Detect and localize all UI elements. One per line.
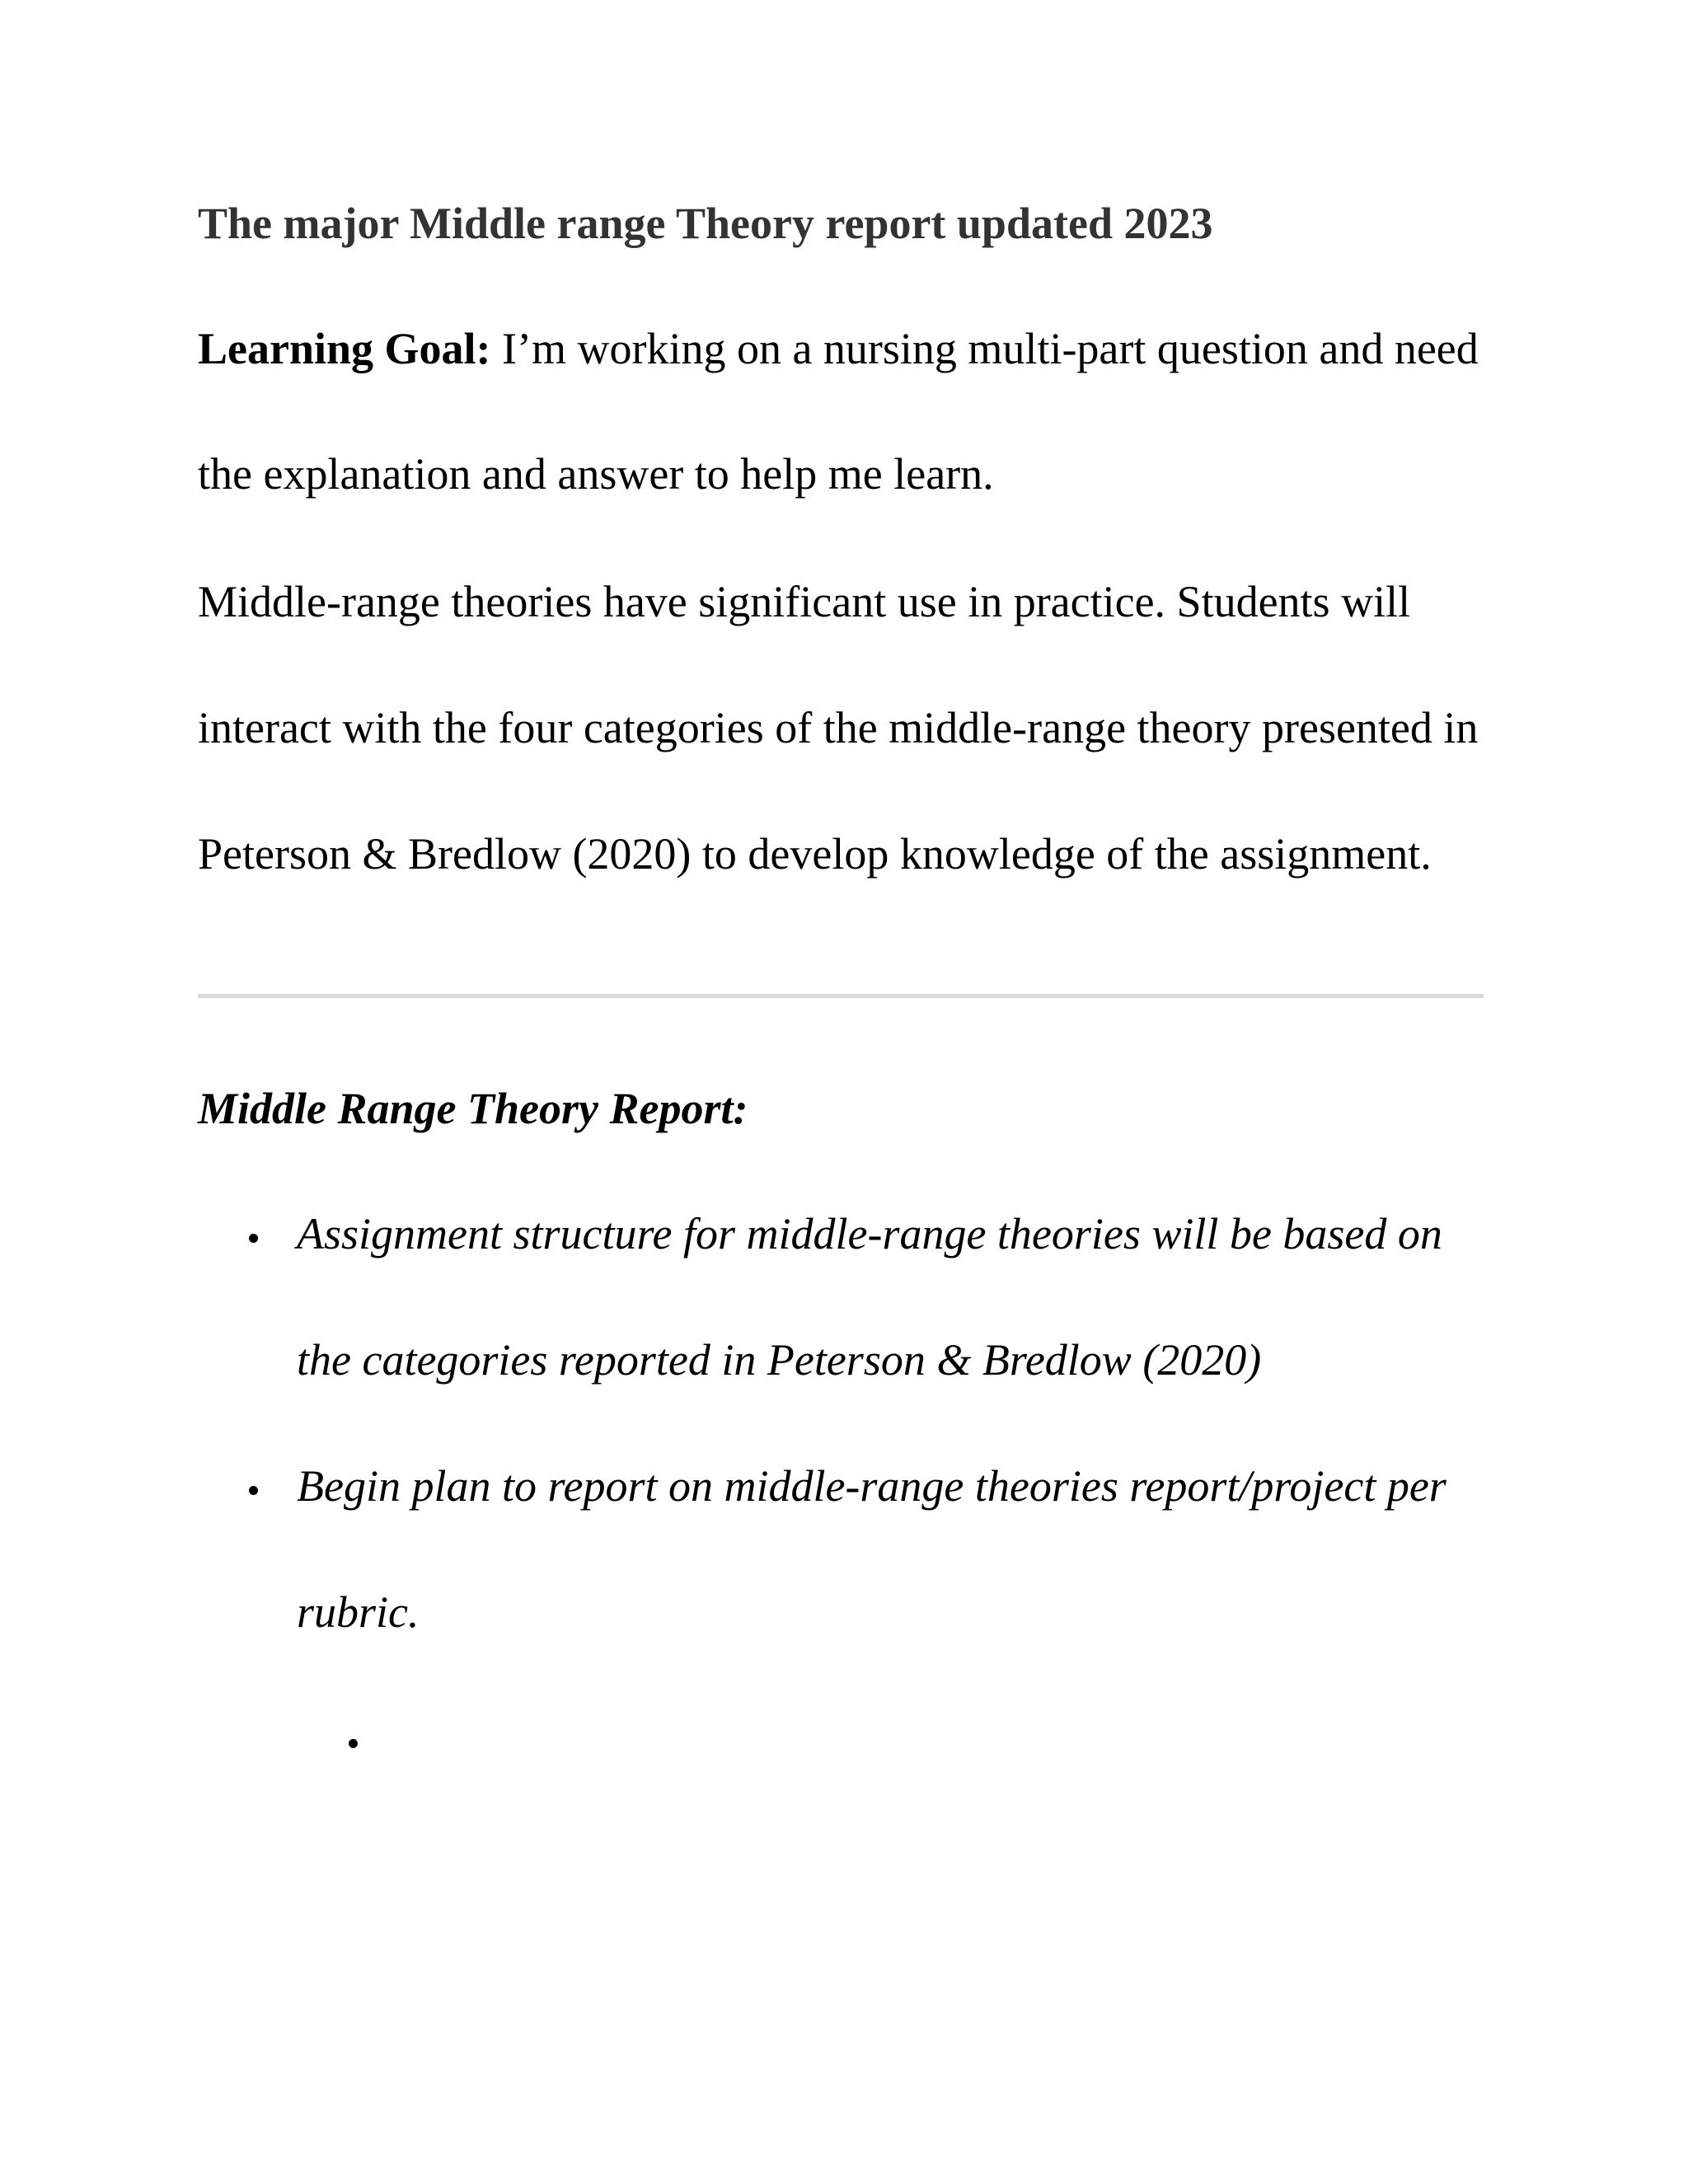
- learning-goal-line-2: the explanation and answer to help me learn.: [198, 449, 994, 499]
- intro-paragraph-line-2: interact with the four categories of the middle-range theory presented in: [198, 703, 1479, 752]
- learning-goal-label: Learning Goal:: [198, 324, 491, 373]
- bullet-dot-icon: [249, 1234, 258, 1243]
- list-item-2-line-2: rubric.: [297, 1587, 420, 1637]
- list-item-1-line-2: the categories reported in Peterson & Bredlow (2020): [297, 1335, 1262, 1385]
- intro-paragraph-line-1: Middle-range theories have significant use in practice. Students will: [198, 577, 1411, 626]
- section-heading: Middle Range Theory Report:: [198, 1084, 748, 1133]
- bullet-dot-icon: [249, 1486, 258, 1495]
- horizontal-divider: [198, 994, 1484, 998]
- intro-paragraph-line-3: Peterson & Bredlow (2020) to develop knowledge of the assignment.: [198, 829, 1432, 879]
- learning-goal-text: I’m working on a nursing multi-part question and need: [490, 324, 1479, 373]
- empty-nested-bullet-icon: [349, 1739, 358, 1748]
- list-item-1-line-1: Assignment structure for middle-range theories will be based on: [297, 1209, 1442, 1258]
- document-title: The major Middle range Theory report updated 2023: [198, 199, 1213, 248]
- learning-goal-line-1: [198, 320, 1479, 377]
- list-item-2-line-1: Begin plan to report on middle-range theories report/project per: [297, 1461, 1447, 1511]
